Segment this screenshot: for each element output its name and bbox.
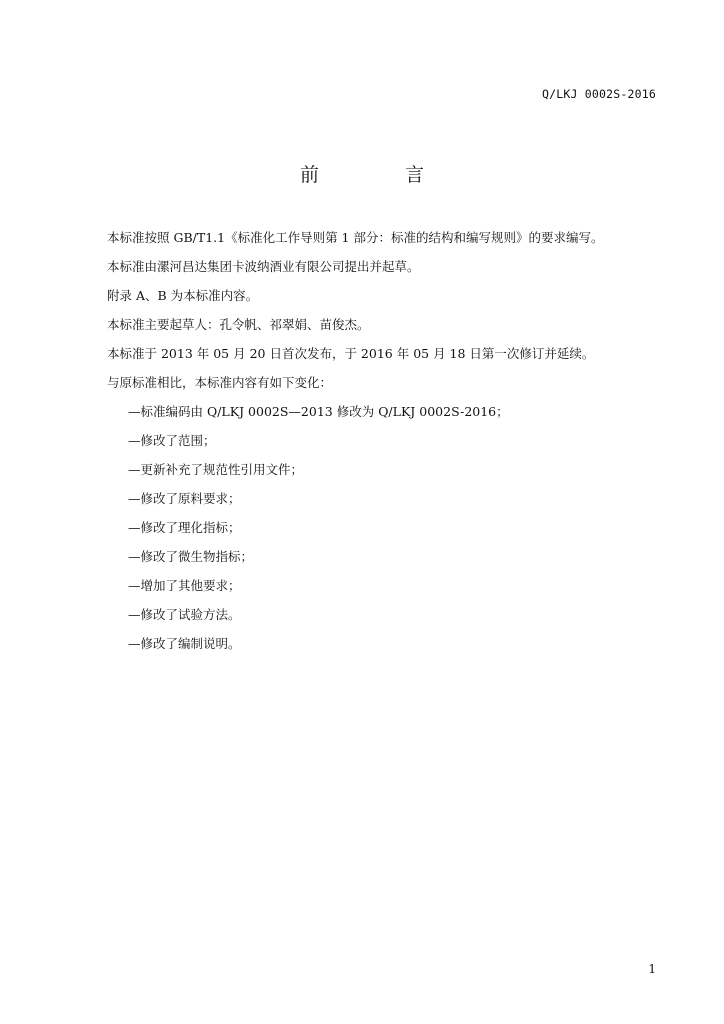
change-item-other-requirements: —增加了其他要求； (128, 578, 241, 593)
paragraph-standard-basis: 本标准按照 GB/T1.1《标准化工作导则第 1 部分：标准的结构和编写规则》的要求编写。 (107, 230, 604, 245)
document-code: Q/LKJ 0002S-2016 (542, 87, 656, 101)
paragraph-changes-intro: 与原标准相比，本标准内容有如下变化： (107, 375, 333, 390)
change-item-physicochemical: —修改了理化指标； (128, 520, 241, 535)
page-title: 前 言 (299, 164, 465, 186)
paragraph-release-history: 本标准于 2013 年 05 月 20 日首次发布，于 2016 年 05 月 18 日第一次修订并延续。 (107, 346, 595, 361)
paragraph-proposer: 本标准由漯河昌达集团卡波纳酒业有限公司提出并起草。 (107, 259, 420, 274)
change-item-references: —更新补充了规范性引用文件； (128, 462, 304, 477)
change-item-code: —标准编码由 Q/LKJ 0002S—2013 修改为 Q/LKJ 0002S-2016； (128, 404, 509, 419)
change-item-scope: —修改了范围； (128, 433, 216, 448)
page-number: 1 (648, 962, 656, 976)
paragraph-appendix: 附录 A、B 为本标准内容。 (107, 288, 259, 303)
paragraph-drafters: 本标准主要起草人：孔令帆、祁翠娟、苗俊杰。 (107, 317, 370, 332)
change-item-test-methods: —修改了试验方法。 (128, 607, 241, 622)
change-item-raw-materials: —修改了原料要求； (128, 491, 241, 506)
change-item-microbiological: —修改了微生物指标； (128, 549, 254, 564)
change-item-notes: —修改了编制说明。 (128, 636, 241, 651)
